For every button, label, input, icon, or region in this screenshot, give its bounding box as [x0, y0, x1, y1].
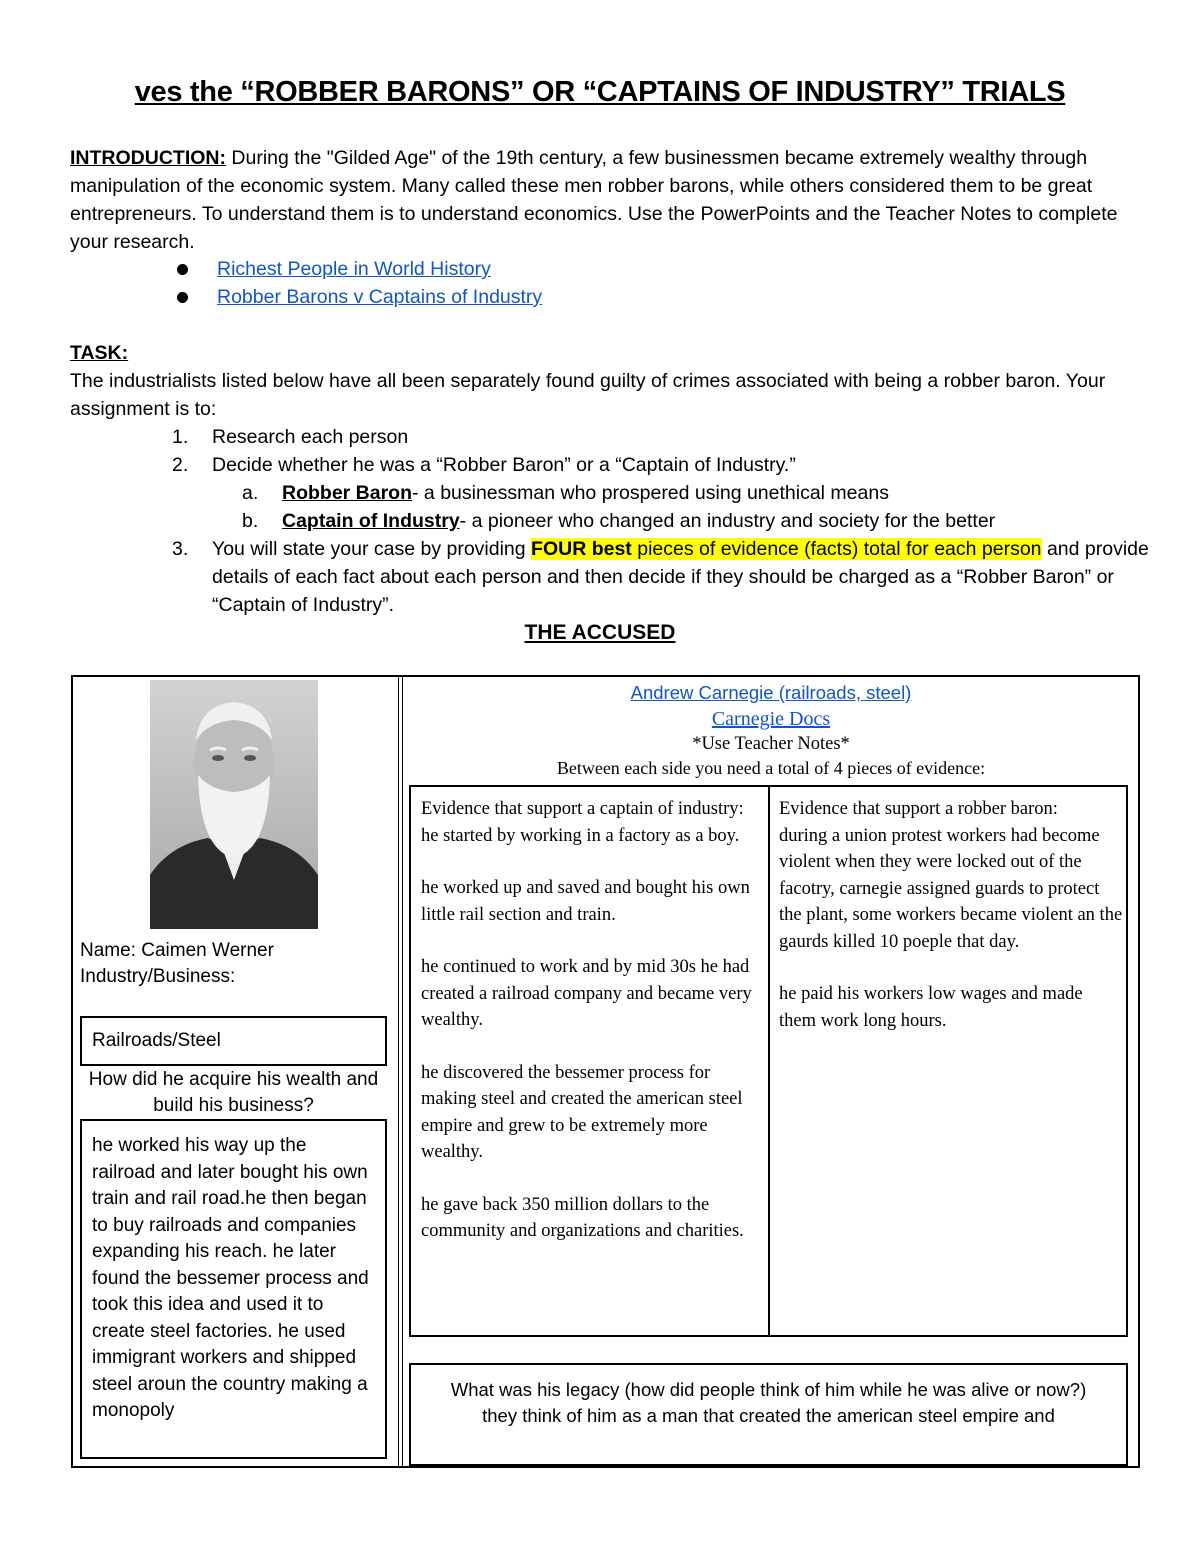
name-line: Name: Caimen Werner: [80, 940, 274, 961]
highlight-evidence: pieces of evidence (facts) total for each person: [631, 538, 1042, 560]
captain-evidence-item: he discovered the bessemer process for making steel and created the american steel empire and grew to be extremely more wealthy.: [421, 1062, 743, 1162]
sub-step-letter: a.: [242, 482, 259, 504]
sub-step-text: [282, 507, 995, 535]
step-text-part: and provide details of each fact about each person and then decide if they should be charged as a “Robber Baron” or “Captain of Industry”.: [212, 538, 1149, 616]
captain-evidence-item: he worked up and saved and bought his own little rail section and train.: [421, 878, 750, 925]
wealth-answer-field[interactable]: he worked his way up the railroad and later bought his own train and rail road.he then began to buy railroads and companies expanding his reach. he later found the bessemer process and took this idea and used it to create steel factories. he used immigrant workers and shipped steel aroun the country making a monopoly: [80, 1119, 387, 1459]
baron-evidence-item: during a union protest workers had become violent when they were locked out of the facotry, carnegie assigned guards to protect the plant, some workers became violent an the gaurds killed 10 poeple that day.: [779, 825, 1123, 952]
accused-heading: THE ACCUSED: [524, 621, 676, 644]
task-steps: [172, 423, 1162, 619]
link-robber-barons-v-captains[interactable]: Robber Barons v Captains of Industry: [217, 286, 543, 308]
resource-links: [172, 255, 542, 311]
list-item: [172, 255, 542, 283]
wealth-question: How did he acquire his wealth and build his business?: [88, 1069, 379, 1116]
step-number: 2.: [172, 454, 189, 476]
captain-evidence-cell[interactable]: [421, 796, 761, 1271]
list-item: [172, 451, 1162, 479]
link-carnegie-docs[interactable]: Carnegie Docs: [711, 708, 831, 730]
list-item: [172, 423, 1162, 451]
evidence-column-divider: [768, 787, 770, 1335]
task-section: [70, 339, 1160, 423]
legacy-answer: they think of him as a man that created the american steel empire and: [482, 1405, 1055, 1426]
accused-header: [402, 680, 1140, 780]
list-item: [172, 479, 1162, 507]
step-number: 1.: [172, 426, 189, 448]
term-robber-baron: Robber Baron: [282, 482, 413, 504]
legacy-field[interactable]: [409, 1363, 1128, 1466]
industry-field[interactable]: Railroads/Steel: [80, 1016, 387, 1066]
list-item: [172, 507, 1162, 535]
list-item: [172, 283, 542, 311]
baron-evidence-heading: Evidence that support a robber baron:: [779, 799, 1058, 819]
legacy-question: What was his legacy (how did people think of him while he was alive or now?): [450, 1379, 1087, 1400]
term-definition: - a pioneer who changed an industry and society for the better: [459, 510, 996, 532]
step-text: [212, 535, 1162, 619]
list-item: [172, 535, 1162, 619]
evidence-instruction: Between each side you need a total of 4 pieces of evidence:: [556, 758, 986, 778]
step-number: 3.: [172, 538, 189, 560]
term-captain-of-industry: Captain of Industry: [282, 510, 460, 532]
bullet-icon: [177, 264, 188, 275]
term-definition: - a businessman who prospered using unethical means: [412, 482, 889, 504]
sub-step-text: [282, 479, 889, 507]
table-column-divider: [398, 677, 403, 1466]
baron-evidence-cell[interactable]: [779, 796, 1124, 1060]
bullet-icon: [177, 292, 188, 303]
captain-evidence-item: he started by working in a factory as a boy.: [421, 825, 740, 846]
captain-evidence-heading: Evidence that support a captain of industry:: [421, 799, 744, 819]
introduction-text: During the "Gilded Age" of the 19th century, a few businessmen became extremely wealthy through manipulation of the economic system. Many called these men robber barons, while others considered them to be great entrepreneurs. To understand them is to understand economics. Use the PowerPoints and the Teacher Notes to complete your research.: [70, 147, 1118, 253]
highlight-four-best: FOUR best: [531, 538, 632, 560]
sub-step-letter: b.: [242, 510, 259, 532]
link-richest-people[interactable]: Richest People in World History: [217, 258, 491, 280]
step-text-part: You will state your case by providing: [212, 538, 532, 560]
baron-evidence-item: he paid his workers low wages and made them work long hours.: [779, 984, 1083, 1031]
captain-evidence-item: he gave back 350 million dollars to the community and organizations and charities.: [421, 1194, 744, 1241]
link-andrew-carnegie[interactable]: Andrew Carnegie (railroads, steel): [630, 682, 912, 703]
portrait-image: [150, 680, 318, 929]
task-text: The industrialists listed below have all been separately found guilty of crimes associated with being a robber baron. Your assignment is to:: [70, 370, 1106, 420]
task-label: TASK:: [70, 342, 129, 364]
portrait-photo: [150, 680, 318, 929]
introduction-label: INTRODUCTION:: [70, 147, 226, 169]
introduction-paragraph: [70, 144, 1150, 256]
name-block: [80, 938, 274, 990]
page-title: ves the “ROBBER BARONS” OR “CAPTAINS OF INDUSTRY” TRIALS: [134, 76, 1066, 108]
step-text: Decide whether he was a “Robber Baron” or a “Captain of Industry.”: [212, 454, 796, 476]
teacher-notes-note: *Use Teacher Notes*: [692, 734, 850, 754]
industry-label: Industry/Business:: [80, 966, 236, 987]
step-text: Research each person: [212, 426, 409, 448]
captain-evidence-item: he continued to work and by mid 30s he had created a railroad company and became very wealthy.: [421, 957, 752, 1030]
